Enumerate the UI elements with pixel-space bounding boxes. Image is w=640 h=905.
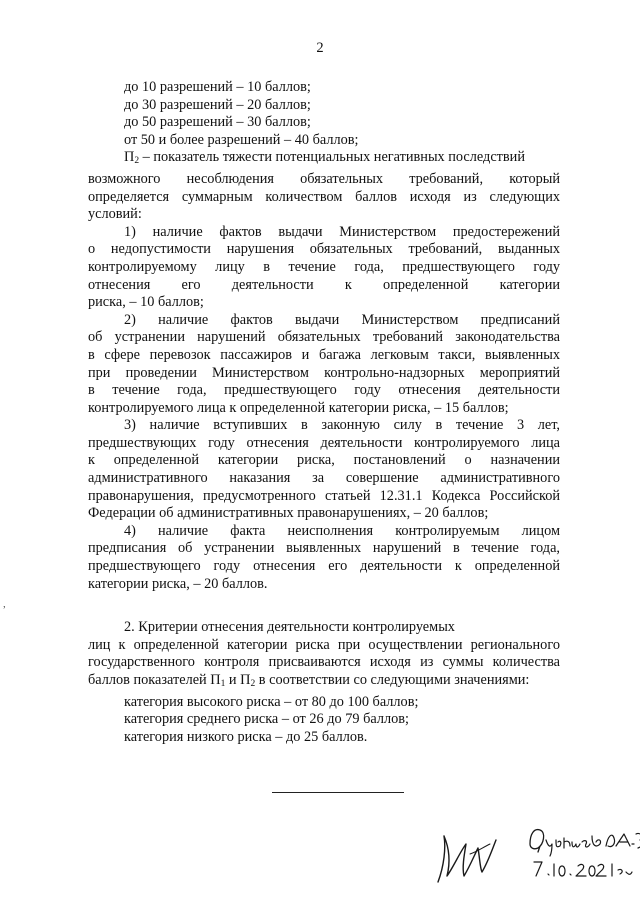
handwritten-name-date-image: [526, 822, 640, 882]
list-item: категория среднего риска – от 26 до 79 баллов;: [124, 711, 409, 728]
criterion-item-3: [88, 417, 560, 523]
indicator-subscript: 1: [220, 679, 226, 689]
section-2-paragraph: [88, 619, 560, 693]
text-line: отнесения его деятельности к определенной категории: [88, 276, 560, 293]
text-line: предшествующих году отнесения деятельности контролируемого лица: [88, 434, 560, 451]
criterion-item-1: [88, 224, 560, 312]
text-line: в сфере перевозок пассажиров и багажа легковым такси, выявленных: [88, 346, 560, 363]
criterion-item-4: [88, 523, 560, 593]
document-body: [88, 79, 560, 746]
end-rule-divider: [272, 792, 404, 793]
text-line: контролируемому лицу в течение года, предшествующего году: [88, 258, 560, 275]
text-line: [88, 672, 560, 694]
text-line: определяется суммарным количеством баллов исходя из следующих: [88, 188, 560, 205]
indicator-subscript: 2: [250, 679, 256, 689]
text-line: при проведении Министерством контрольно-надзорных мероприятий: [88, 364, 560, 381]
text-line: в течение года, предшествующего году отнесения деятельности: [88, 382, 560, 399]
list-item: категория низкого риска – до 25 баллов.: [124, 728, 368, 745]
text-line: 2. Критерии отнесения деятельности контролируемых: [124, 619, 455, 636]
text-line: до 10 разрешений – 10 баллов;: [124, 79, 311, 95]
handwritten-signature-image: [430, 826, 510, 886]
text-line: условий:: [88, 206, 142, 223]
text-line: государственного контроля присваиваются исходя из суммы количества: [88, 654, 560, 671]
text-line: 3) наличие вступивших в законную силу в течение 3 лет,: [124, 417, 560, 434]
text-line: правонарушения, предусмотренного статьей 12.31.1 Кодекса Российской: [88, 487, 560, 504]
indicator-subscript: 2: [134, 156, 140, 167]
text-line: Федерации об административных правонарушениях, – 20 баллов;: [88, 505, 489, 522]
paragraph-gap: [88, 593, 560, 619]
text-fragment: в соответствии со следующими значениями:: [255, 672, 530, 688]
text-fragment: и П: [225, 672, 251, 688]
text-line: о недопустимости нарушения обязательных требований, выданных: [88, 241, 560, 258]
page-number: 2: [316, 40, 324, 56]
text-line: категории риска, – 20 баллов.: [88, 575, 268, 592]
text-line: до 30 разрешений – 20 баллов;: [124, 96, 311, 113]
text-fragment: – показатель тяжести потенциальных негативных последствий: [139, 149, 525, 166]
text-line: возможного несоблюдения обязательных требований, который: [88, 170, 560, 187]
text-line: лиц к определенной категории риска при осуществлении регионального: [88, 636, 560, 653]
text-line: 1) наличие фактов выдачи Министерством предостережений: [124, 223, 560, 240]
text-line: риска, – 10 баллов;: [88, 294, 204, 311]
risk-categories-list: [88, 694, 560, 747]
text-line: до 50 разрешений – 30 баллов;: [124, 114, 311, 131]
permits-scale: [88, 79, 560, 149]
text-line: 4) наличие факта неисполнения контролируемым лицом: [124, 522, 560, 539]
text-line: 2) наличие фактов выдачи Министерством предписаний: [124, 311, 560, 328]
text-line: контролируемого лица к определенной категории риска, – 15 баллов;: [88, 399, 509, 416]
text-fragment: баллов показателей П: [88, 672, 221, 688]
indicator-symbol: П: [124, 149, 135, 166]
list-item: категория высокого риска – от 80 до 100 баллов;: [124, 693, 419, 710]
text-line: [88, 149, 560, 171]
criterion-item-2: [88, 312, 560, 418]
text-line: об устранении нарушений обязательных требований законодательства: [88, 329, 560, 346]
text-line: к определенной категории риска, постановлений о назначении: [88, 452, 560, 469]
text-line: от 50 и более разрешений – 40 баллов;: [124, 131, 359, 148]
edge-mark: ,: [3, 598, 6, 610]
text-line: предписания об устранении выявленных нарушений в течение года,: [88, 540, 560, 557]
text-line: предшествующего году отнесения его деятельности к определенной: [88, 558, 560, 575]
indicator-p2-paragraph: [88, 149, 560, 223]
text-line: административного наказания за совершение административного: [88, 470, 560, 487]
